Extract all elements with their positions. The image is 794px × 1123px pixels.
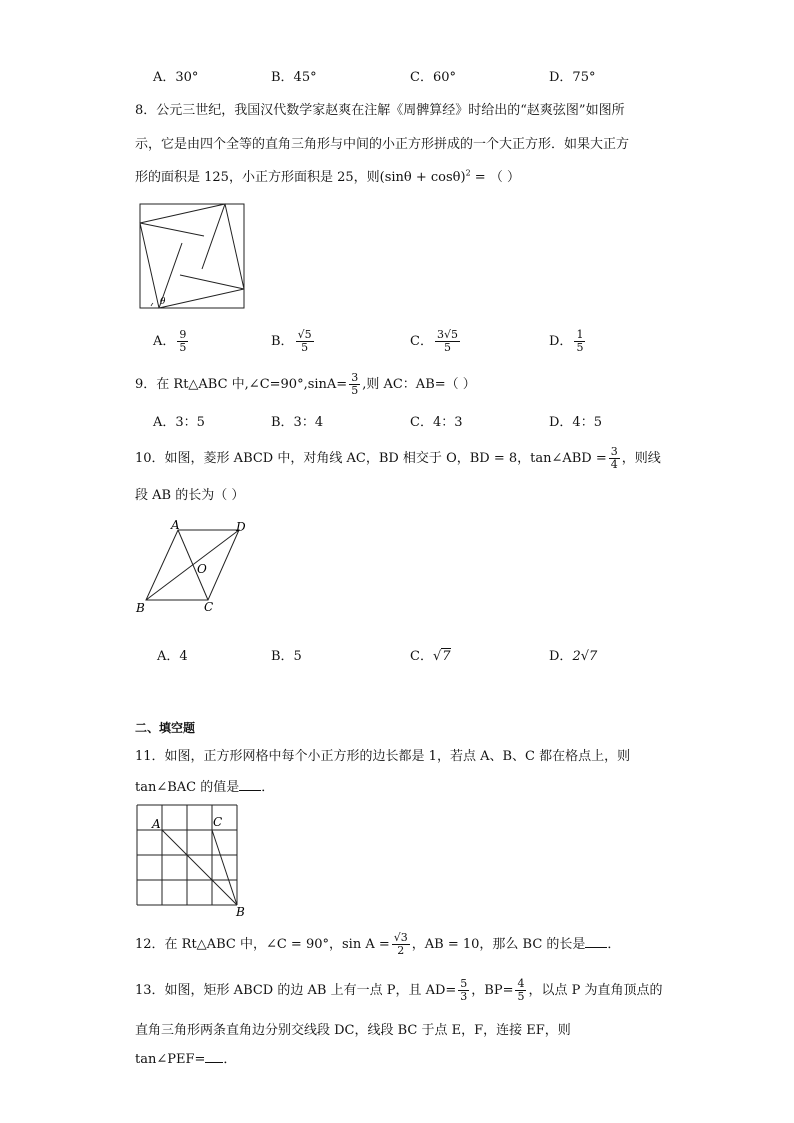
vertex-c-label: C [204,600,214,614]
section-title-fill-in: 二、填空题 [135,721,196,735]
q13-bp-numerator: 4 [517,977,525,990]
q8-option-b [271,329,316,354]
q8-expression: (sinθ + cosθ) [379,170,466,185]
q8-option-c [410,329,462,354]
q10-option-c: C．√7 [410,649,451,664]
q13-bp-denominator: 5 [517,990,525,1003]
q13-text-line3 [135,1048,236,1067]
triangle-edge-2 [140,223,204,236]
q7-option-b: B．45° [271,70,317,85]
q13-ad-denominator: 3 [460,990,468,1003]
vertex-a-label: A [171,518,180,532]
triangle-edge-3 [180,275,244,289]
q13-ad-numerator: 5 [460,977,468,990]
theta-arc [151,303,153,306]
q10-option-d [549,645,597,664]
q12-answer-blank[interactable] [585,935,607,948]
q8-option-c-denominator: 5 [443,341,451,354]
q10-option-c-label: C． [410,649,433,664]
q8-exponent: 2 [465,168,471,178]
q8-option-d-denominator: 5 [576,341,584,354]
tilted-square [140,204,244,308]
q12-text-pre: 12．在 Rt△ABC 中，∠C = 90°，sin A = [135,937,390,952]
segment-cb [212,830,237,905]
q7-option-c: C．60° [410,70,456,85]
q9-option-c: C．4：3 [410,415,463,430]
q8-option-b-numerator: √5 [297,328,312,341]
q7-option-d: D．75° [549,70,596,85]
triangle-edge-1 [202,204,225,269]
q10-numerator: 3 [610,445,618,458]
q12-denominator: 2 [397,944,405,957]
segment-ab [162,830,237,905]
point-b-label: B [236,905,245,918]
q11-text-line2 [135,776,274,795]
q8-option-c-numerator: 3√5 [436,328,458,341]
q10-text-pre: 10．如图，菱形 ABCD 中，对角线 AC，BD 相交于 O，BD = 8，tan∠ABD = [135,451,607,466]
q12-text [135,932,620,957]
q8-text-line3 [135,166,520,185]
diagonal-bd [146,530,239,600]
vertex-d-label: D [236,520,246,534]
point-c-label: C [213,815,223,829]
q10-text-line1 [135,446,661,471]
q11-text-line2-main: tan∠BAC 的值是 [135,780,240,795]
q9-option-a: A．3：5 [153,415,205,430]
q8-line3-post: = （ ） [470,170,520,185]
q7-option-a: A．30° [153,70,199,85]
q9-option-d: D．4：5 [549,415,602,430]
q9-text-pre: 9．在 Rt△ABC 中,∠C=90°,sinA= [135,377,348,392]
vertex-b-label: B [136,601,145,615]
q13-text-line3-main: tan∠PEF= [135,1052,206,1067]
grid-diagram [130,800,255,918]
q13-text-line2: 直角三角形两条直角边分别交线段 DC，线段 BC 于点 E，F，连接 EF，则 [135,1023,571,1038]
q8-option-d-numerator: 1 [576,328,584,341]
zhao-shuang-diagram [139,203,247,309]
q8-option-c-label: C． [410,334,433,349]
q8-option-a-denominator: 5 [179,341,187,354]
point-a-label: A [152,817,161,831]
q12-text-post: ，AB = 10，那么 BC 的长是 [411,937,586,952]
q10-option-d-value: 2√7 [572,649,598,664]
q8-option-d-label: D． [549,334,573,349]
q8-option-a-numerator: 9 [179,328,187,341]
q10-option-c-value: 7 [442,649,451,664]
q12-text-end: ． [607,937,621,952]
q8-line3-pre: 形的面积是 125，小正方形面积是 25，则 [135,170,380,185]
q10-text-line2: 段 AB 的长为（ ） [135,488,245,503]
q9-option-b: B．3：4 [271,415,324,430]
q8-text-line2: 示，它是由四个全等的直角三角形与中间的小正方形拼成的一个大正方形．如果大正方 [135,137,630,152]
q9-text-post: ,则 AC：AB=（ ） [362,377,476,392]
q13-answer-blank[interactable] [205,1050,223,1063]
q8-option-a-label: A． [153,334,176,349]
q8-option-a [153,329,190,354]
q10-option-b: B．5 [271,649,302,664]
q10-text-post: ，则线 [621,451,661,466]
q9-denominator: 5 [351,384,359,397]
q8-option-b-label: B． [271,334,294,349]
q10-option-d-label: D． [549,649,573,664]
q11-answer-blank[interactable] [239,778,261,791]
q13-text-pre: 13．如图，矩形 ABCD 的边 AB 上有一点 P，且 AD= [135,983,457,998]
q9-text [135,372,476,397]
q10-denominator: 4 [610,458,618,471]
q10-option-a: A．4 [157,649,188,664]
q9-numerator: 3 [351,371,359,384]
q11-text-line2-end: ． [261,780,275,795]
q13-text-mid: ，BP= [471,983,514,998]
q13-text-line1 [135,978,663,1003]
theta-label: θ [160,297,166,307]
center-o-label: O [197,562,207,576]
q11-text-line1: 11．如图，正方形网格中每个小正方形的边长都是 1，若点 A、B、C 都在格点上，则 [135,749,631,764]
q8-option-b-denominator: 5 [301,341,309,354]
q13-text-line3-end: ． [223,1052,237,1067]
q8-text-line1: 8．公元三世纪，我国汉代数学家赵爽在注解《周髀算经》时给出的“赵爽弦图”如图所 [135,103,625,118]
q8-option-d [549,329,587,354]
q13-text-post: ，以点 P 为直角顶点的 [528,983,663,998]
q12-numerator: √3 [393,931,408,944]
rhombus-diagram [132,517,252,617]
